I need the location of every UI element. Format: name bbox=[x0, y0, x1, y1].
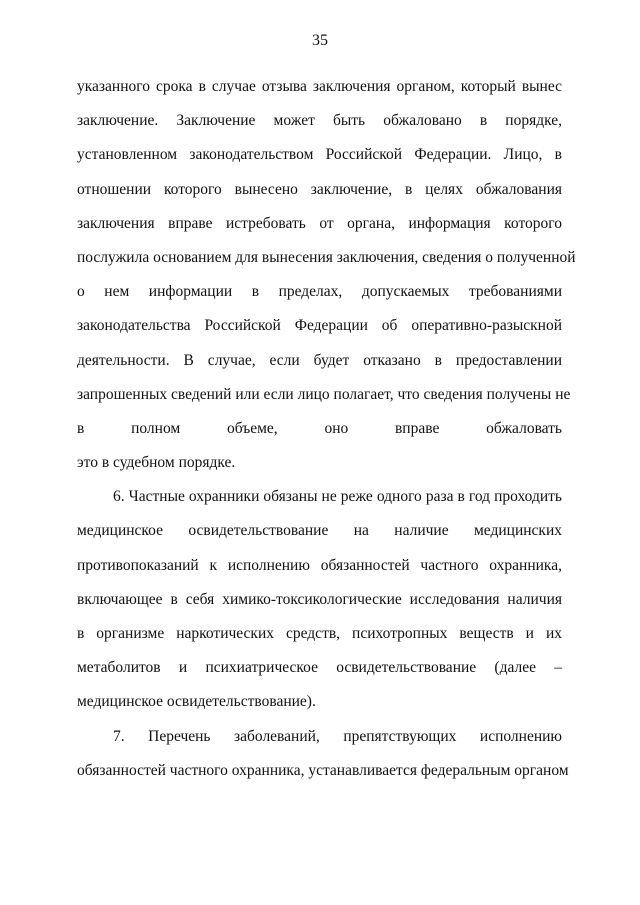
text-line: медицинское освидетельствование на наличие медицинских bbox=[77, 522, 562, 540]
text-line: запрошенных сведений или если лицо полагает, что сведения получены не bbox=[77, 385, 571, 403]
text-line: обязанностей частного охранника, устанавливается федеральным органом bbox=[77, 761, 569, 779]
text-line: 7. Перечень заболеваний, препятствующих исполнению bbox=[113, 727, 562, 745]
text-line: 6. Частные охранники обязаны не реже одного раза в год проходить bbox=[113, 488, 562, 506]
text-line: в полном объеме, оно вправе обжаловать bbox=[77, 419, 562, 437]
text-line: противопоказаний к исполнению обязанностей частного охранника, bbox=[77, 556, 562, 574]
text-line: отношении которого вынесено заключение, в целях обжалования bbox=[77, 180, 562, 198]
text-line: медицинское освидетельствование). bbox=[77, 693, 316, 711]
text-line: заключение. Заключение может быть обжаловано в порядке, bbox=[77, 112, 562, 130]
page-number: 35 bbox=[312, 32, 328, 49]
text-line: законодательства Российской Федерации об оперативно-разыскной bbox=[77, 317, 562, 335]
text-line: указанного срока в случае отзыва заключения органом, который вынес bbox=[77, 78, 562, 95]
text-line: деятельности. В случае, если будет отказано в предоставлении bbox=[77, 351, 562, 369]
text-line: заключения вправе истребовать от органа, информация которого bbox=[77, 214, 562, 232]
text-line: в организме наркотических средств, психотропных веществ и их bbox=[77, 625, 562, 642]
text-line: метаболитов и психиатрическое освидетельствование (далее – bbox=[77, 659, 562, 677]
body-text bbox=[77, 76, 576, 794]
text-line: это в судебном порядке. bbox=[77, 454, 236, 472]
text-line: о нем информации в пределах, допускаемых требованиями bbox=[77, 283, 562, 301]
text-line: послужила основанием для вынесения заключения, сведения о полученной bbox=[77, 248, 576, 266]
text-line: установленном законодательством Российской Федерации. Лицо, в bbox=[77, 146, 562, 164]
text-line: включающее в себя химико-токсикологические исследования наличия bbox=[77, 590, 562, 608]
